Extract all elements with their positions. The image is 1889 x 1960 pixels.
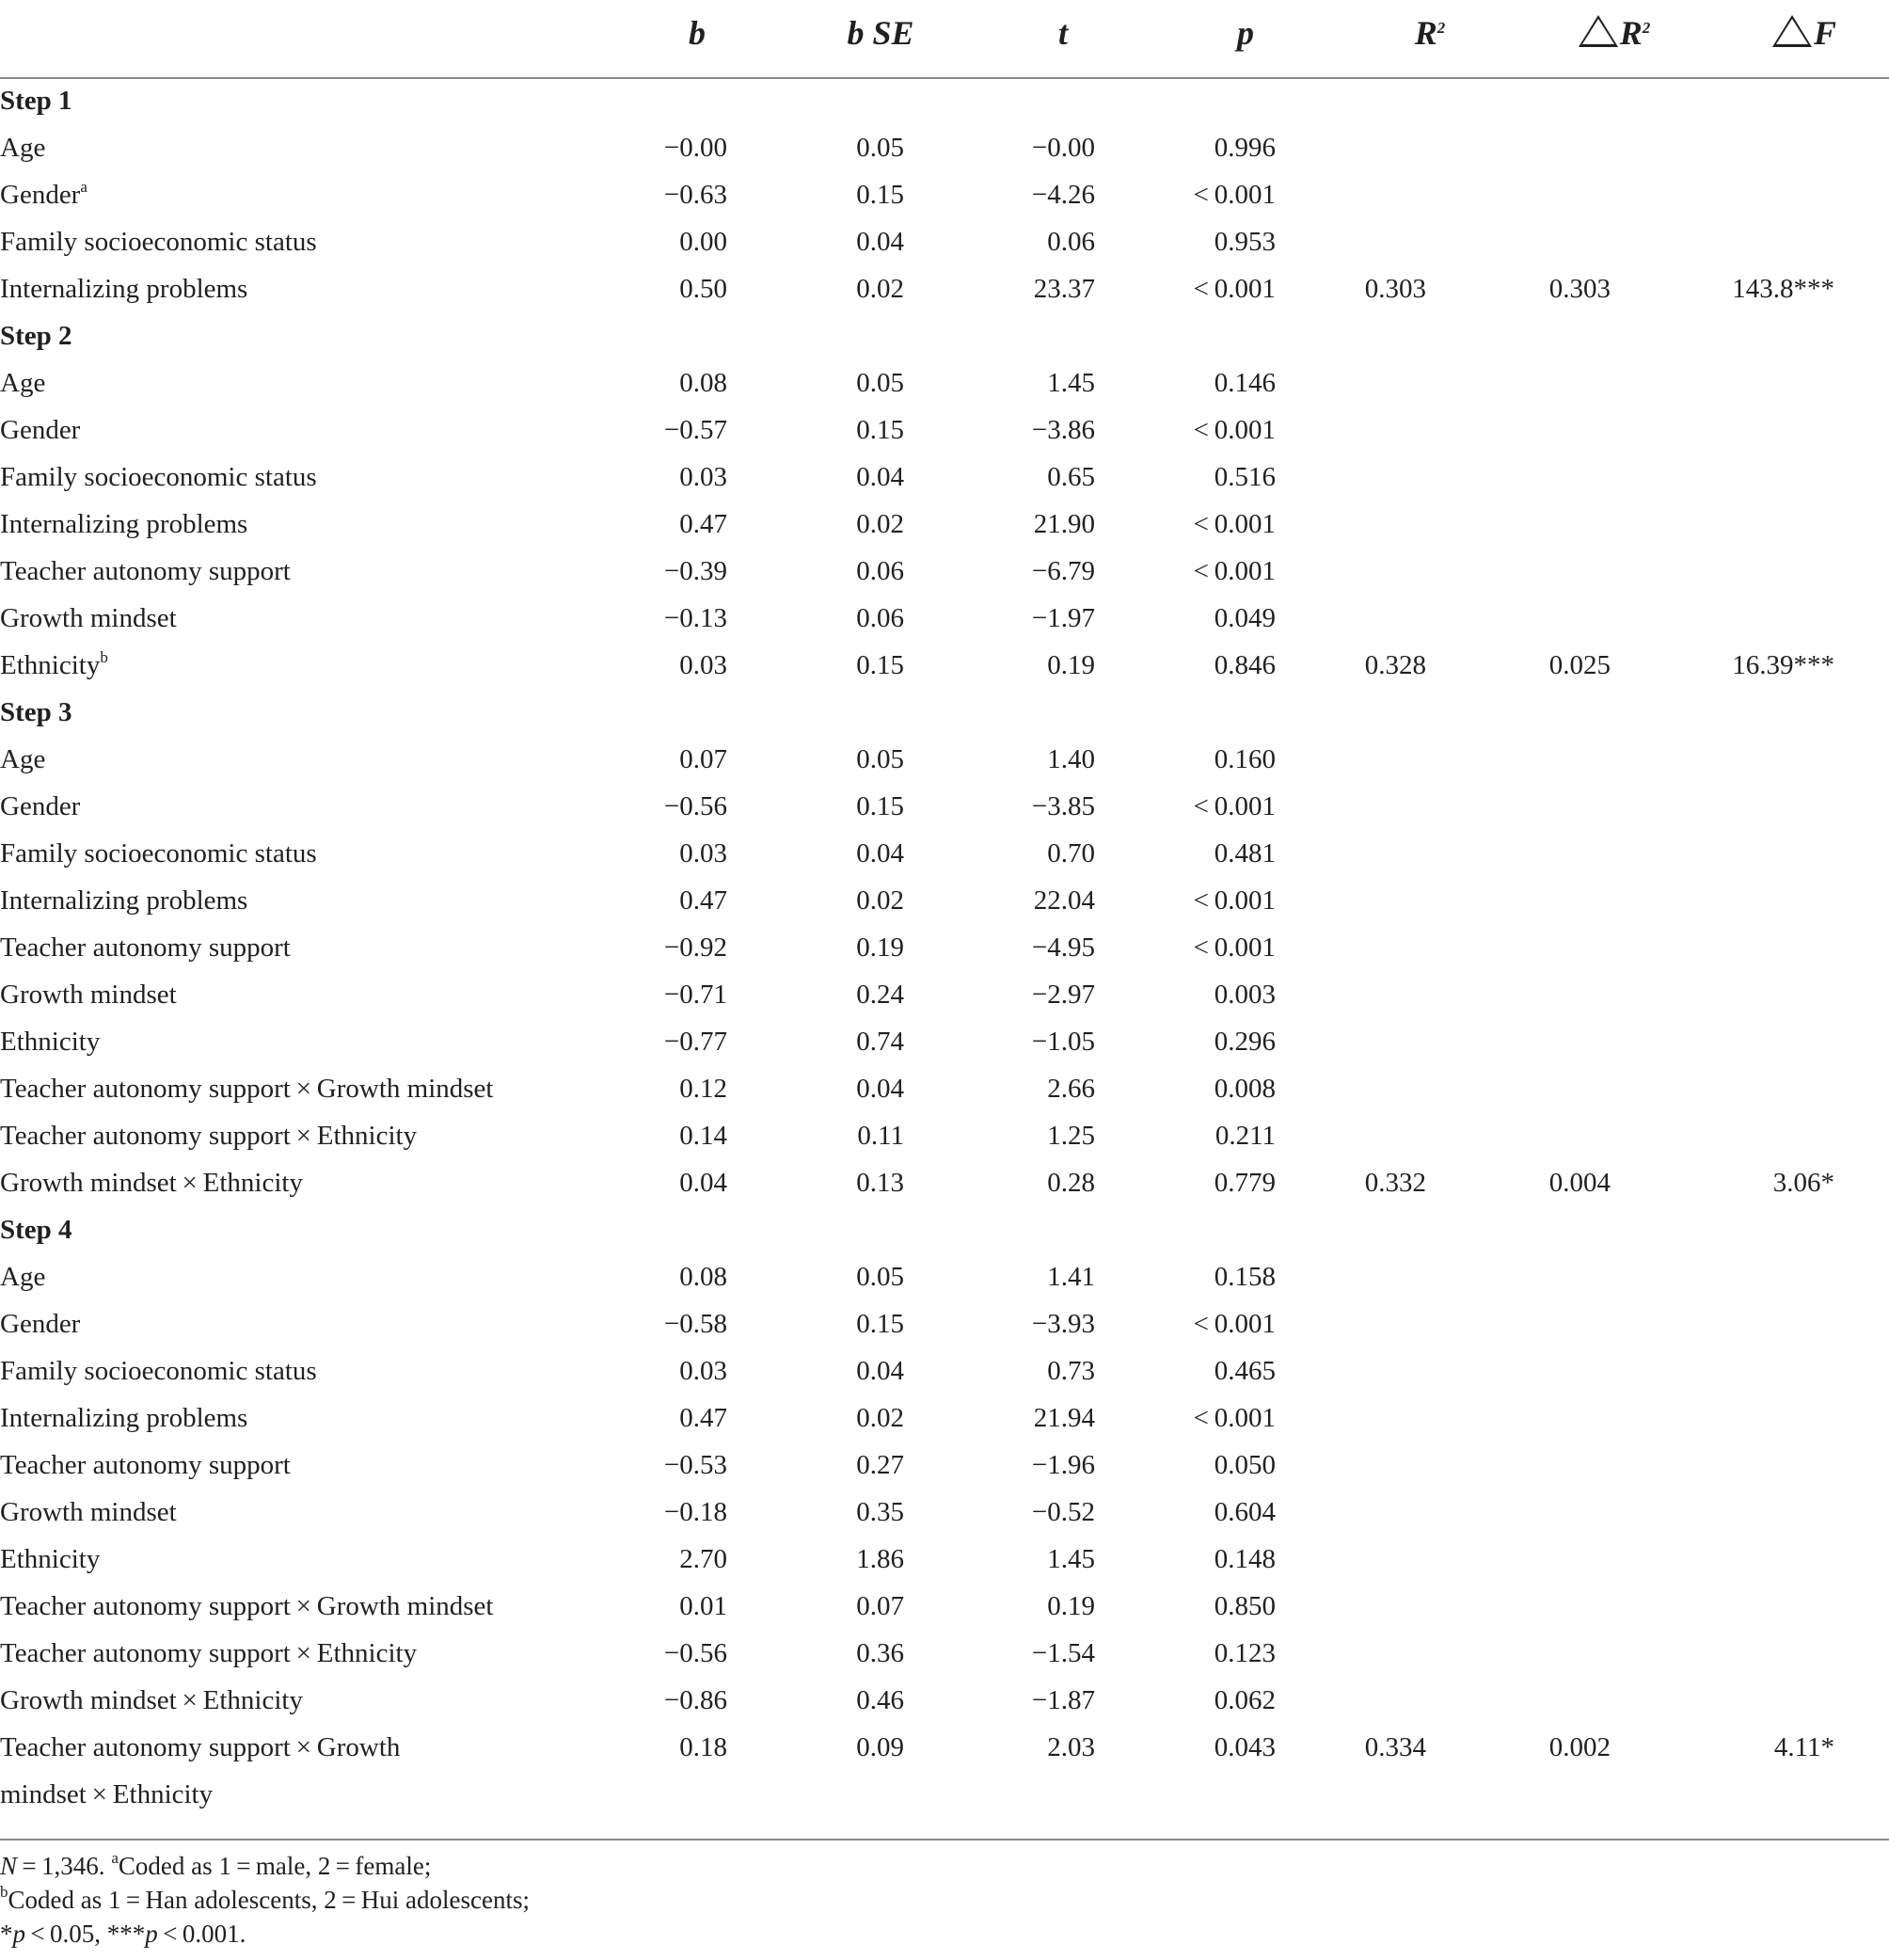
cell-p: 0.062 xyxy=(1214,1685,1276,1715)
cell-b: 0.03 xyxy=(679,462,727,492)
table-row xyxy=(0,267,1889,314)
predictor-label: Gender xyxy=(0,791,81,821)
predictor-label: Teacher autonomy support × Growth xyxy=(0,1732,401,1762)
cell-t: −2.97 xyxy=(1031,980,1095,1010)
predictor-label: Internalizing problems xyxy=(0,509,248,539)
header-t: t xyxy=(1057,14,1068,52)
cell-p: 0.846 xyxy=(1214,650,1276,680)
cell-b: 0.47 xyxy=(679,1403,727,1433)
cell-b: 0.47 xyxy=(679,509,727,539)
cell-b-se: 0.04 xyxy=(856,838,904,868)
cell-t: −4.95 xyxy=(1031,932,1095,963)
cell-b: −0.86 xyxy=(663,1685,727,1715)
table-row xyxy=(0,1679,1889,1726)
cell-delta-r-squared: 0.002 xyxy=(1548,1732,1611,1762)
cell-p: < 0.001 xyxy=(1193,932,1276,963)
cell-b: 0.47 xyxy=(679,885,727,916)
cell-b-se: 0.05 xyxy=(856,133,904,163)
table-header xyxy=(0,0,1889,79)
cell-b-se: 0.24 xyxy=(856,980,904,1010)
cell-t: −1.97 xyxy=(1031,603,1095,633)
table-row xyxy=(0,1396,1889,1443)
cell-b-se: 0.13 xyxy=(856,1168,904,1198)
cell-t: 0.73 xyxy=(1047,1356,1095,1386)
predictor-label: Internalizing problems xyxy=(0,1403,248,1433)
cell-p: 0.158 xyxy=(1214,1262,1276,1292)
cell-p: < 0.001 xyxy=(1193,885,1276,916)
table-row xyxy=(0,879,1889,926)
cell-t: 2.66 xyxy=(1047,1074,1095,1104)
cell-t: 1.25 xyxy=(1047,1121,1095,1151)
cell-p: 0.465 xyxy=(1214,1356,1276,1386)
predictor-label: Family socioeconomic status xyxy=(0,462,317,492)
cell-t: −1.96 xyxy=(1031,1450,1095,1480)
predictor-label: Family socioeconomic status xyxy=(0,838,317,868)
cell-b-se: 0.19 xyxy=(856,932,904,963)
predictor-label: Age xyxy=(0,133,46,163)
cell-t: −0.52 xyxy=(1031,1497,1095,1527)
table-row xyxy=(0,926,1889,973)
cell-t: −4.26 xyxy=(1031,180,1095,210)
table-row xyxy=(0,408,1889,455)
predictor-label: Age xyxy=(0,744,46,774)
cell-p: 0.050 xyxy=(1214,1450,1276,1480)
table-footnotes xyxy=(0,1839,1889,1948)
step-heading: Step 3 xyxy=(0,697,72,727)
cell-p: < 0.001 xyxy=(1193,791,1276,821)
cell-p: < 0.001 xyxy=(1193,1403,1276,1433)
cell-b-se: 0.15 xyxy=(856,650,904,680)
table-row xyxy=(0,126,1889,173)
cell-p: < 0.001 xyxy=(1193,1309,1276,1339)
cell-p: 0.953 xyxy=(1214,227,1276,257)
cell-b: 0.00 xyxy=(679,227,727,257)
footnote-line-3: *p < 0.05, ***p < 0.001. xyxy=(0,1920,246,1948)
cell-b-se: 0.02 xyxy=(856,509,904,539)
cell-t: 21.90 xyxy=(1033,509,1095,539)
predictor-label: Ethnicity$^b$ xyxy=(0,648,108,680)
cell-delta-f: 143.8*** xyxy=(1732,274,1834,304)
cell-t: −3.93 xyxy=(1031,1309,1095,1339)
predictor-label: Age xyxy=(0,1262,46,1292)
cell-b-se: 0.04 xyxy=(856,462,904,492)
cell-delta-f: 3.06* xyxy=(1772,1168,1834,1198)
predictor-label: Teacher autonomy support xyxy=(0,932,291,963)
cell-t: 22.04 xyxy=(1033,885,1095,916)
cell-b: −0.00 xyxy=(663,133,727,163)
table-row xyxy=(0,1443,1889,1490)
cell-p: 0.211 xyxy=(1214,1121,1276,1151)
cell-p: 0.008 xyxy=(1214,1074,1276,1104)
cell-p: 0.296 xyxy=(1214,1027,1276,1057)
table-row xyxy=(0,1349,1889,1396)
table-row xyxy=(0,1114,1889,1161)
delta-triangle-icon xyxy=(1579,15,1618,47)
cell-b: 0.07 xyxy=(679,744,727,774)
cell-b: −0.53 xyxy=(663,1450,727,1480)
cell-b: −0.63 xyxy=(663,180,727,210)
cell-b-se: 0.02 xyxy=(856,274,904,304)
cell-b-se: 0.36 xyxy=(856,1638,904,1668)
predictor-label: Growth mindset × Ethnicity xyxy=(0,1685,303,1715)
header-delta-r-squared: $R^2$ xyxy=(1520,13,1708,53)
cell-p: 0.516 xyxy=(1214,462,1276,492)
table-row xyxy=(0,1490,1889,1538)
predictor-label: Internalizing problems xyxy=(0,274,248,304)
cell-b-se: 0.06 xyxy=(856,556,904,586)
cell-b: −0.57 xyxy=(663,415,727,445)
table-row xyxy=(0,1255,1889,1302)
cell-t: −6.79 xyxy=(1031,556,1095,586)
cell-r-squared: 0.328 xyxy=(1364,650,1426,680)
step-heading-row xyxy=(0,691,1889,738)
cell-p: 0.003 xyxy=(1214,980,1276,1010)
step-heading-row xyxy=(0,79,1889,126)
cell-b-se: 0.74 xyxy=(856,1027,904,1057)
cell-p: 0.148 xyxy=(1214,1544,1276,1574)
cell-p: 0.779 xyxy=(1214,1168,1276,1198)
cell-p: 0.146 xyxy=(1214,368,1276,398)
table-row xyxy=(0,1726,1889,1809)
table-row xyxy=(0,644,1889,691)
cell-b: 0.04 xyxy=(679,1168,727,1198)
predictor-label: Family socioeconomic status xyxy=(0,1356,317,1386)
predictor-label: Growth mindset xyxy=(0,603,177,633)
predictor-label-continued: mindset × Ethnicity xyxy=(0,1779,214,1809)
cell-p: < 0.001 xyxy=(1193,556,1276,586)
cell-b-se: 0.15 xyxy=(856,180,904,210)
cell-p: 0.123 xyxy=(1214,1638,1276,1668)
cell-b: −0.56 xyxy=(663,1638,727,1668)
cell-r-squared: 0.303 xyxy=(1364,274,1426,304)
table-row xyxy=(0,738,1889,785)
cell-b: −0.92 xyxy=(663,932,727,963)
cell-delta-f: 16.39*** xyxy=(1732,650,1834,680)
cell-b: −0.56 xyxy=(663,791,727,821)
table-row xyxy=(0,550,1889,597)
cell-p: < 0.001 xyxy=(1193,274,1276,304)
cell-b: 0.03 xyxy=(679,1356,727,1386)
cell-p: 0.481 xyxy=(1214,838,1276,868)
cell-b: 0.14 xyxy=(679,1121,727,1151)
cell-b-se: 0.07 xyxy=(856,1591,904,1621)
header-p: p xyxy=(1237,14,1254,52)
footnote-line-1: N = 1,346. $^a$Coded as 1 = male, 2 = female; xyxy=(0,1849,432,1880)
cell-b-se: 0.27 xyxy=(856,1450,904,1480)
cell-b-se: 0.09 xyxy=(856,1732,904,1762)
cell-b: 0.12 xyxy=(679,1074,727,1104)
table-row xyxy=(0,785,1889,832)
cell-p: 0.160 xyxy=(1214,744,1276,774)
footnote-line-2: $^b$Coded as 1 = Han adolescents, 2 = Hui adolescents; xyxy=(0,1883,530,1914)
table-row xyxy=(0,1020,1889,1067)
cell-t: −3.85 xyxy=(1031,791,1095,821)
cell-t: 0.65 xyxy=(1047,462,1095,492)
cell-b-se: 0.02 xyxy=(856,1403,904,1433)
table-row xyxy=(0,220,1889,267)
predictor-label: Age xyxy=(0,368,46,398)
cell-t: 1.45 xyxy=(1047,368,1095,398)
cell-delta-f: 4.11* xyxy=(1773,1732,1834,1762)
cell-t: 2.03 xyxy=(1047,1732,1095,1762)
predictor-label: Growth mindset xyxy=(0,1497,177,1527)
predictor-label: Growth mindset xyxy=(0,980,177,1010)
cell-b-se: 0.05 xyxy=(856,368,904,398)
cell-b-se: 1.86 xyxy=(856,1544,904,1574)
cell-p: < 0.001 xyxy=(1193,180,1276,210)
cell-b-se: 0.04 xyxy=(856,1074,904,1104)
table-row xyxy=(0,832,1889,879)
table-row xyxy=(0,502,1889,550)
delta-triangle-icon xyxy=(1772,15,1812,47)
cell-p: 0.996 xyxy=(1214,133,1276,163)
cell-delta-r-squared: 0.004 xyxy=(1548,1168,1611,1198)
table-row xyxy=(0,1302,1889,1349)
cell-b-se: 0.11 xyxy=(857,1121,904,1151)
cell-b-se: 0.05 xyxy=(856,1262,904,1292)
cell-b-se: 0.02 xyxy=(856,885,904,916)
cell-b: −0.71 xyxy=(663,980,727,1010)
step-heading-row xyxy=(0,1208,1889,1255)
cell-t: 1.41 xyxy=(1047,1262,1095,1292)
cell-p: < 0.001 xyxy=(1193,509,1276,539)
step-heading: Step 1 xyxy=(0,86,72,116)
cell-p: < 0.001 xyxy=(1193,415,1276,445)
table-row xyxy=(0,973,1889,1020)
table-row xyxy=(0,455,1889,502)
cell-t: −0.00 xyxy=(1031,133,1095,163)
cell-delta-r-squared: 0.303 xyxy=(1548,274,1611,304)
table-row xyxy=(0,1161,1889,1208)
cell-b: 0.08 xyxy=(679,1262,727,1292)
cell-b-se: 0.46 xyxy=(856,1685,904,1715)
predictor-label: Teacher autonomy support × Ethnicity xyxy=(0,1121,418,1151)
table-row xyxy=(0,1067,1889,1114)
cell-t: −1.87 xyxy=(1031,1685,1095,1715)
predictor-label: Teacher autonomy support × Growth mindset xyxy=(0,1074,494,1104)
cell-p: 0.604 xyxy=(1214,1497,1276,1527)
cell-t: −3.86 xyxy=(1031,415,1095,445)
cell-t: 1.45 xyxy=(1047,1544,1095,1574)
cell-p: 0.043 xyxy=(1214,1732,1276,1762)
cell-r-squared: 0.332 xyxy=(1364,1168,1426,1198)
cell-b: 2.70 xyxy=(679,1544,727,1574)
predictor-label: Ethnicity xyxy=(0,1027,101,1057)
predictor-label: Teacher autonomy support xyxy=(0,1450,291,1480)
cell-b: −0.18 xyxy=(663,1497,727,1527)
table-row xyxy=(0,597,1889,644)
cell-b: −0.13 xyxy=(663,603,727,633)
predictor-label: Teacher autonomy support xyxy=(0,556,291,586)
predictor-label: Teacher autonomy support × Ethnicity xyxy=(0,1638,418,1668)
cell-b-se: 0.04 xyxy=(856,227,904,257)
cell-t: 0.19 xyxy=(1047,650,1095,680)
cell-b: −0.58 xyxy=(663,1309,727,1339)
cell-t: 0.06 xyxy=(1047,227,1095,257)
cell-r-squared: 0.334 xyxy=(1364,1732,1426,1762)
cell-b: 0.50 xyxy=(679,274,727,304)
table-row xyxy=(0,1538,1889,1585)
cell-t: −1.54 xyxy=(1031,1638,1095,1668)
cell-b-se: 0.15 xyxy=(856,415,904,445)
cell-t: 0.19 xyxy=(1047,1591,1095,1621)
predictor-label: Ethnicity xyxy=(0,1544,101,1574)
header-delta-f: F xyxy=(1710,13,1889,53)
header-b-se: b SE xyxy=(847,14,914,52)
table-row xyxy=(0,1585,1889,1632)
cell-b: 0.18 xyxy=(679,1732,727,1762)
cell-b: −0.39 xyxy=(663,556,727,586)
cell-t: 0.28 xyxy=(1047,1168,1095,1198)
cell-b: 0.01 xyxy=(679,1591,727,1621)
cell-b-se: 0.06 xyxy=(856,603,904,633)
cell-p: 0.850 xyxy=(1214,1591,1276,1621)
cell-b: −0.77 xyxy=(663,1027,727,1057)
cell-b: 0.03 xyxy=(679,838,727,868)
table-row xyxy=(0,173,1889,220)
table-row xyxy=(0,361,1889,408)
header-r-squared: $R^2$ xyxy=(1414,14,1446,52)
cell-t: 21.94 xyxy=(1033,1403,1095,1433)
cell-p: 0.049 xyxy=(1214,603,1276,633)
predictor-label: Teacher autonomy support × Growth mindset xyxy=(0,1591,494,1621)
predictor-label: Growth mindset × Ethnicity xyxy=(0,1168,303,1198)
cell-t: 23.37 xyxy=(1033,274,1095,304)
predictor-label: Internalizing problems xyxy=(0,885,248,916)
step-heading-row xyxy=(0,314,1889,361)
cell-b: 0.08 xyxy=(679,368,727,398)
cell-t: −1.05 xyxy=(1031,1027,1095,1057)
cell-b-se: 0.15 xyxy=(856,791,904,821)
predictor-label: Gender xyxy=(0,1309,81,1339)
predictor-label: Gender$^a$ xyxy=(0,178,87,210)
predictor-label: Family socioeconomic status xyxy=(0,227,317,257)
cell-b: 0.03 xyxy=(679,650,727,680)
cell-b-se: 0.35 xyxy=(856,1497,904,1527)
cell-t: 1.40 xyxy=(1047,744,1095,774)
step-heading: Step 4 xyxy=(0,1215,72,1245)
cell-delta-r-squared: 0.025 xyxy=(1548,650,1611,680)
predictor-label: Gender xyxy=(0,415,81,445)
cell-b-se: 0.05 xyxy=(856,744,904,774)
cell-b-se: 0.04 xyxy=(856,1356,904,1386)
cell-t: 0.70 xyxy=(1047,838,1095,868)
table-row xyxy=(0,1632,1889,1679)
header-b: b xyxy=(689,14,706,52)
cell-b-se: 0.15 xyxy=(856,1309,904,1339)
step-heading: Step 2 xyxy=(0,321,72,351)
